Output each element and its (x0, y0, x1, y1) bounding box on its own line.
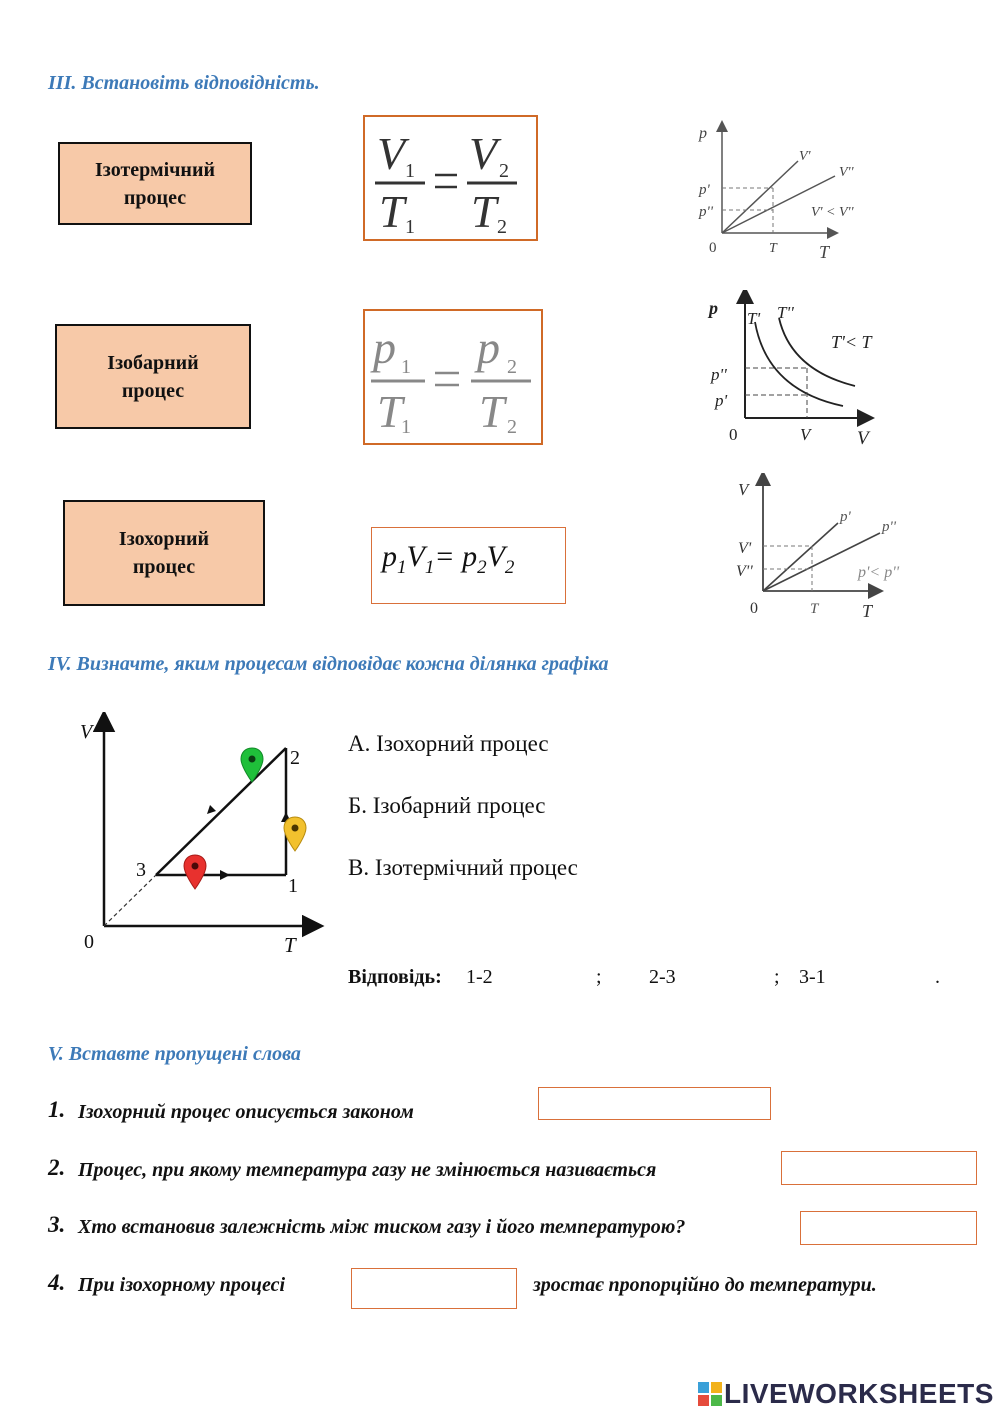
axis-label-y: p (699, 125, 707, 142)
question-4-text: При ізохорному процесі (78, 1274, 286, 1296)
formula-card-charles[interactable] (363, 115, 538, 241)
process-card-line1: Ізотермічний (95, 158, 215, 181)
process-card-line2: процес (132, 556, 196, 578)
answer-segment-1-2: 1-2 (466, 966, 493, 988)
tick-label-x: V (800, 425, 811, 444)
question-number: 1. (48, 1097, 66, 1122)
axis-label-x: T (862, 601, 873, 621)
liveworksheets-logo-text: LIVEWORKSHEETS (724, 1378, 994, 1409)
axis-label-x: T (284, 933, 296, 957)
question-number: 3. (48, 1212, 66, 1237)
svg-text:V: V (377, 128, 406, 179)
tick-label-x: T (769, 241, 777, 256)
question-number: 4. (48, 1270, 66, 1295)
tick-label-p1: p' (699, 182, 710, 198)
formula-gay-lussac-image (365, 311, 541, 443)
red-pin-icon[interactable] (183, 853, 207, 891)
svg-text:2: 2 (499, 160, 509, 182)
liveworksheets-logo (698, 1378, 994, 1410)
question-3-input[interactable] (800, 1211, 977, 1245)
question-1-text: Ізохорний процес описується законом (78, 1101, 414, 1123)
formula-boyle-text: $p_1V_1= p_2V_2$ (382, 540, 515, 578)
process-card-isobaric[interactable] (55, 324, 251, 429)
answer-segment-3-1: 3-1 (799, 966, 826, 988)
process-card-isothermal[interactable] (58, 142, 252, 225)
formula-charles-image (365, 117, 536, 239)
curve-label-2: T'' (777, 303, 794, 322)
question-1-input[interactable] (538, 1087, 771, 1120)
svg-text:1: 1 (405, 216, 415, 238)
line-label-2: p'' (882, 519, 896, 535)
graph-note: V' < V'' (811, 205, 854, 220)
question-number: 2. (48, 1155, 66, 1180)
formula-card-gay-lussac[interactable] (363, 309, 543, 445)
yellow-pin-icon[interactable] (283, 815, 307, 853)
question-4-input[interactable] (351, 1268, 517, 1309)
answer-field-1-2[interactable] (508, 962, 588, 990)
formula-card-boyle[interactable] (371, 527, 566, 604)
graph-note: T'< T (831, 332, 872, 352)
tick-label-v1: V' (738, 540, 752, 557)
process-card-isochoric[interactable] (63, 500, 265, 606)
option-b: Б. Ізобарний процес (348, 793, 546, 818)
question-3-text: Хто встановив залежність між тиском газу і його температурою? (78, 1216, 686, 1238)
tick-label-v2: V'' (736, 563, 753, 580)
process-card-line1: Ізобарний (107, 351, 199, 374)
origin-label: 0 (750, 600, 758, 617)
answer-separator: ; (596, 966, 602, 988)
svg-text:1: 1 (401, 416, 411, 438)
svg-text:2: 2 (497, 216, 507, 238)
point-label-2: 2 (290, 747, 300, 769)
question-2-text: Процес, при якому температура газу не змінюється називається (78, 1159, 657, 1181)
point-label-3: 3 (136, 859, 146, 881)
answer-segment-2-3: 2-3 (649, 966, 676, 988)
axis-label-y: V (80, 721, 93, 743)
question-2-input[interactable] (781, 1151, 977, 1185)
axis-label-x: T (819, 242, 830, 262)
graph-isobaric (730, 473, 930, 625)
answer-separator: ; (774, 966, 780, 988)
origin-label: 0 (729, 425, 738, 444)
answer-end-period: . (935, 966, 940, 988)
process-card-line2: процес (121, 379, 185, 402)
process-card-line1: Ізохорний (118, 528, 210, 550)
line-label-1: V' (799, 149, 811, 164)
svg-text:1: 1 (405, 160, 415, 182)
tick-label-p2: p'' (699, 204, 713, 220)
section4-title: IV. Визначте, яким процесам відповідає кожна ділянка графіка (48, 653, 609, 675)
svg-text:1: 1 (401, 356, 411, 378)
svg-text:p: p (477, 322, 500, 373)
question-4-text-after: зростає пропорційно до температури. (533, 1274, 877, 1296)
svg-text:2: 2 (507, 416, 517, 438)
answer-field-2-3[interactable] (690, 962, 770, 990)
option-a: А. Ізохорний процес (348, 731, 549, 756)
tick-label-x: T (810, 601, 819, 617)
svg-text:T: T (379, 186, 405, 237)
svg-text:p: p (373, 322, 396, 373)
graph-isochoric (695, 118, 875, 268)
origin-label: 0 (709, 240, 717, 256)
green-pin-icon[interactable] (240, 746, 264, 784)
section3-title: III. Встановіть відповідність. (48, 72, 320, 94)
line-label-1: p' (840, 509, 851, 525)
liveworksheets-logo-icon (698, 1380, 724, 1408)
section5-title: V. Вставте пропущені слова (48, 1043, 301, 1065)
answer-label: Відповідь: (348, 966, 442, 988)
graph-note: p'< p'' (858, 564, 900, 581)
axis-label-y: p (709, 298, 718, 318)
svg-text:T: T (471, 186, 497, 237)
svg-text:T: T (479, 386, 505, 437)
process-card-line2: процес (123, 186, 187, 209)
tick-label-p1: p'' (711, 365, 727, 384)
line-label-2: V'' (839, 165, 854, 180)
point-label-1: 1 (288, 875, 298, 897)
curve-label-1: T' (747, 309, 761, 328)
tick-label-p2: p' (715, 391, 728, 410)
svg-text:T: T (377, 386, 403, 437)
option-c: В. Ізотермічний процес (348, 855, 578, 880)
svg-text:2: 2 (507, 356, 517, 378)
graph-isothermal (705, 290, 890, 450)
axis-label-x: V (857, 428, 869, 449)
origin-label: 0 (84, 931, 94, 953)
svg-text:V: V (469, 128, 498, 179)
answer-field-3-1[interactable] (840, 962, 930, 990)
axis-label-y: V (738, 480, 749, 499)
